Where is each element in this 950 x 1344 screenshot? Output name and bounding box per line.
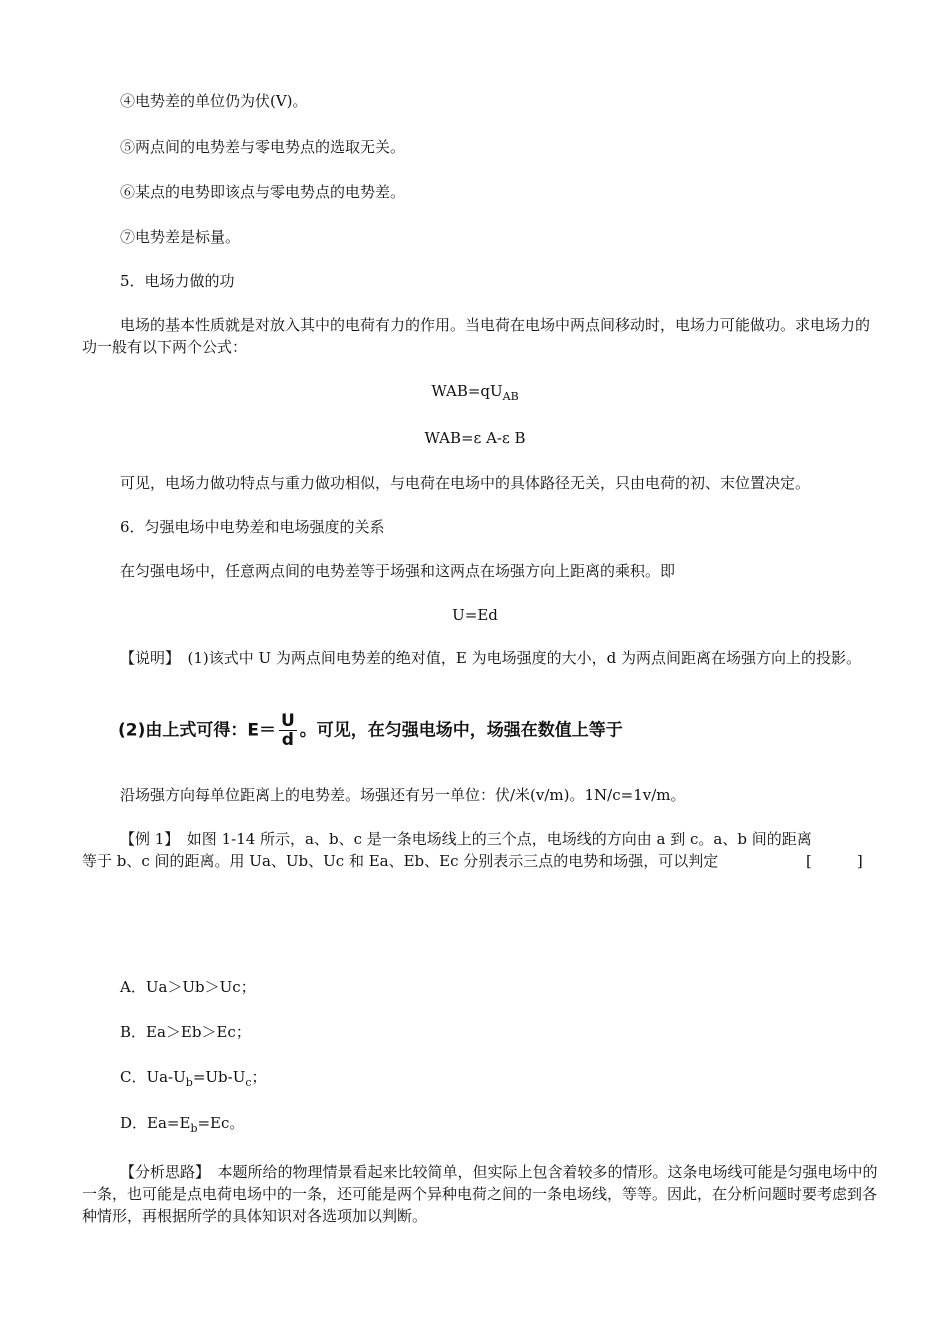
formula-work-1-subscript: AB (502, 390, 519, 403)
option-d-part-2: =Ec。 (197, 1114, 245, 1132)
option-d-part-1: D．Ea=E (120, 1114, 191, 1132)
option-c-part-3: ； (251, 1068, 267, 1086)
unit-paragraph: 沿场强方向每单位距离上的电势差。场强还有另一单位：伏/米(v/m)。1N/c=1v/m。 (120, 786, 686, 804)
analysis-paragraph: 【分析思路】 本题所给的物理情景看起来比较简单，但实际上包含着较多的情形。这条电场线可能是匀强电场中的一条，也可能是点电荷电场中的一条，还可能是两个异种电荷之间的一条电场线，等等。因此，在分析问题时要考虑到各种情形，再根据所学的具体知识对各选项加以判断。 (82, 1163, 878, 1225)
equation-suffix: 。可见，在匀强电场中，场强在数值上等于 (299, 720, 623, 741)
answer-bracket: [ ] (806, 852, 863, 870)
option-c (120, 1066, 267, 1088)
section-6-heading: 6．匀强电场中电势差和电场强度的关系 (120, 518, 385, 536)
option-b: B．Ea＞Eb＞Ec； (120, 1023, 251, 1041)
fraction-denominator: d (281, 730, 294, 750)
option-c-sub-2: c (245, 1076, 252, 1089)
formula-work-1 (0, 380, 950, 402)
conclusion-paragraph: 可见，电场力做功特点与重力做功相似，与电荷在电场中的具体路径无关，只由电荷的初、末位置决定。 (120, 474, 811, 492)
formula-work-1-main: WAB=qU (431, 382, 503, 400)
section-5-heading: 5．电场力做的功 (120, 272, 235, 290)
formula-u-ed: U=Ed (452, 606, 498, 624)
item-4: ④电势差的单位仍为伏(V)。 (120, 92, 308, 110)
formula-work-2: WAB=ε A-ε B (424, 429, 526, 447)
item-6: ⑥某点的电势即该点与零电势点的电势差。 (120, 183, 406, 201)
option-d (120, 1112, 244, 1134)
option-d-sub-1: b (190, 1122, 198, 1135)
equation-prefix: (2)由上式可得：E＝ (118, 720, 276, 741)
option-c-part-1: C．Ua-U (120, 1068, 186, 1086)
example-1-line-1: 【例 1】 如图 1-14 所示，a、b、c 是一条电场线上的三个点，电场线的方向由 a 到 c。a、b 间的距离 (120, 830, 812, 848)
fraction-numerator: U (280, 711, 295, 731)
example-1-line-2: 等于 b、c 间的距离。用 Ua、Ub、Uc 和 Ea、Eb、Ec 分别表示三点的电势和场强，可以判定 (82, 852, 719, 870)
option-c-part-2: =Ub-U (192, 1068, 246, 1086)
option-c-sub-1: b (185, 1076, 193, 1089)
equation-line (118, 712, 623, 749)
item-7: ⑦电势差是标量。 (120, 228, 241, 246)
item-5: ⑤两点间的电势差与零电势点的选取无关。 (120, 138, 406, 156)
section-6-paragraph: 在匀强电场中，任意两点间的电势差等于场强和这两点在场强方向上距离的乘积。即 (120, 562, 676, 580)
note-paragraph: 【说明】 (1)该式中 U 为两点间电势差的绝对值，E 为电场强度的大小，d 为两点间距离在场强方向上的投影。 (120, 649, 862, 667)
fraction (279, 712, 297, 749)
option-a: A．Ua＞Ub＞Uc； (120, 978, 256, 996)
section-5-paragraph: 电场的基本性质就是对放入其中的电荷有力的作用。当电荷在电场中两点间移动时，电场力可能做功。求电场力的功一般有以下两个公式： (82, 316, 871, 356)
